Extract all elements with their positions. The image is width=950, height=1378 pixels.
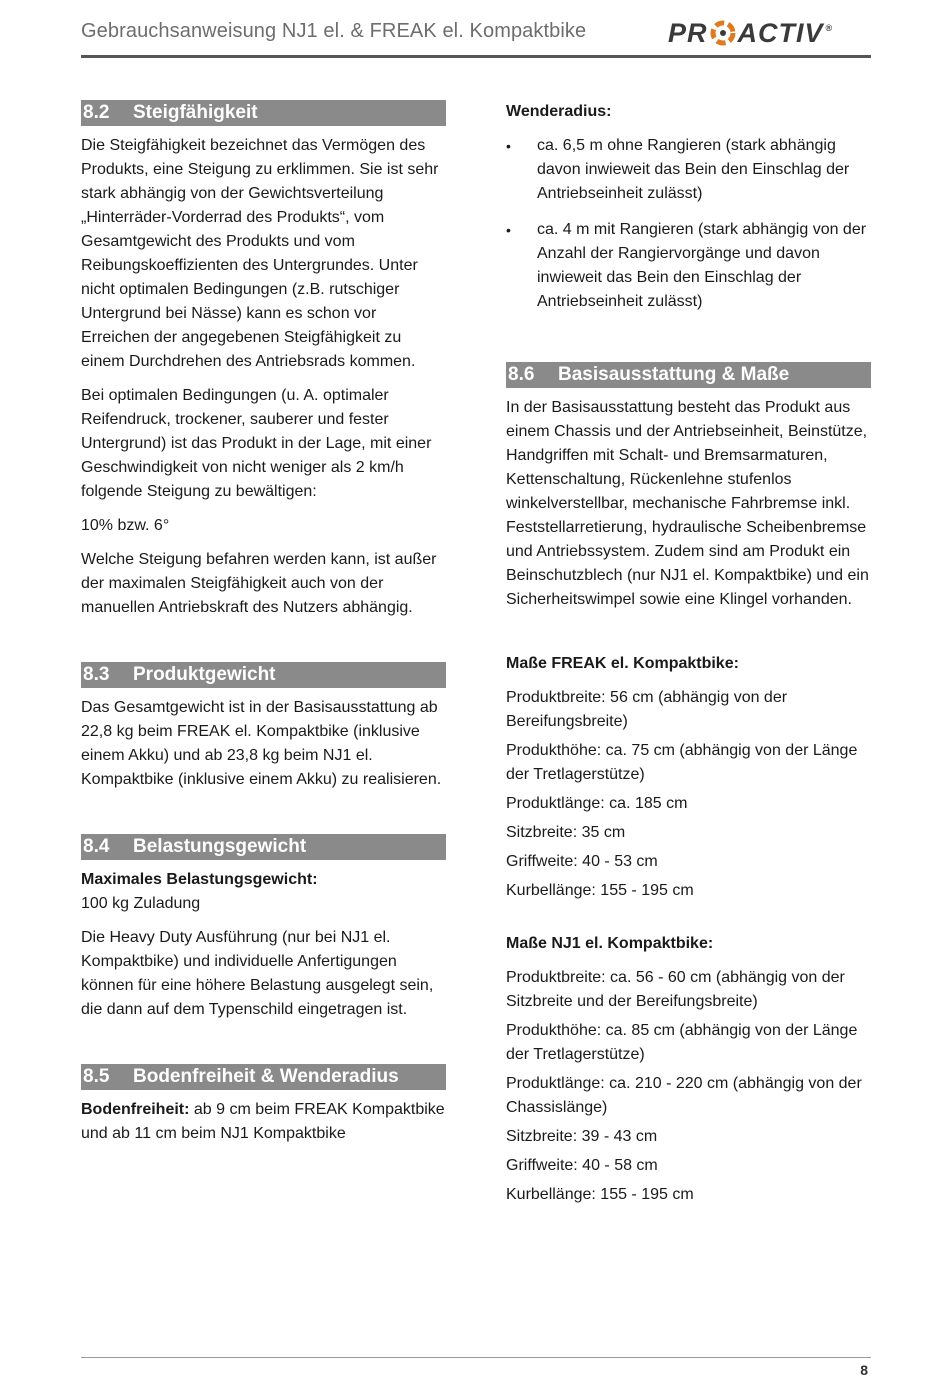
list-item: Kurbellänge: 155 - 195 cm xyxy=(506,882,694,899)
list-item: Kurbellänge: 155 - 195 cm xyxy=(506,1186,694,1203)
section-number: 8.3 xyxy=(83,664,110,685)
section-heading-8-3 xyxy=(81,662,446,688)
nj1-dimensions-label: Maße NJ1 el. Kompaktbike: xyxy=(506,935,714,952)
list-item: Produktlänge: ca. 210 - 220 cm (abhängig von der Chassislänge) xyxy=(506,1075,862,1116)
turning-radius-list xyxy=(506,134,871,314)
section-number: 8.4 xyxy=(83,836,110,857)
nj1-dimensions-list xyxy=(506,966,871,1207)
section-number: 8.6 xyxy=(508,364,535,385)
logo-registered-mark: ® xyxy=(825,23,834,33)
list-item: Produktbreite: ca. 56 - 60 cm (abhängig von der Sitzbreite und der Bereifungsbreite) xyxy=(506,969,845,1010)
section-title: Bodenfreiheit & Wenderadius xyxy=(133,1066,399,1087)
section-heading-8-2 xyxy=(81,100,446,126)
ground-clearance-label: Bodenfreiheit: xyxy=(81,1101,190,1118)
paragraph: Die Heavy Duty Ausführung (nur bei NJ1 el. Kompaktbike) und individuelle Anfertigungen können für eine höhere Belastung ausgelegt sein, die dann auf dem Typenschild eingetragen ist. xyxy=(81,929,434,1018)
right-column xyxy=(506,100,871,1212)
section-number: 8.2 xyxy=(83,102,110,123)
section-heading-8-4 xyxy=(81,834,446,860)
section-title: Steigfähigkeit xyxy=(133,102,258,123)
section-title: Basisausstattung & Maße xyxy=(558,364,790,385)
paragraph: Die Steigfähigkeit bezeichnet das Vermögen des Produkts, eine Steigung zu erklimmen. Sie ist sehr stark abhängig von der Gewichtsverteilung „Hinterräder-Vorderrad des Produkts“, vom Gesamtgewicht des Produkts und vom Reibungskoeffizienten des Untergrundes. Unter nicht optimalen Bedingungen (z.B. rutschiger Untergrund bei Nässe) kann es schon vor Erreichen der angegebenen Steigfähigkeit zu einem Durchdrehen des Antriebsrads kommen. xyxy=(81,137,439,370)
list-item: • ca. 4 m mit Rangieren (stark abhängig von der Anzahl der Rangiervorgänge und davon inwieweit das Bein den Einschlag der Antriebseinheit zulässt) xyxy=(506,218,871,314)
load-label: Maximales Belastungsgewicht: xyxy=(81,871,318,888)
logo-wheel-icon xyxy=(709,19,737,47)
header-divider xyxy=(81,55,871,58)
paragraph: Das Gesamtgewicht ist in der Basisausstattung ab 22,8 kg beim FREAK el. Kompaktbike (inklusive einem Akku) und ab 23,8 kg beim NJ1 el. Kompaktbike (inklusive einem Akku) zu realisieren. xyxy=(81,699,442,788)
list-item: Sitzbreite: 39 - 43 cm xyxy=(506,1128,658,1145)
list-item: • ca. 6,5 m ohne Rangieren (stark abhängig davon inwieweit das Bein den Einschlag der Antriebseinheit zulässt) xyxy=(506,134,871,206)
section-title: Produktgewicht xyxy=(133,664,276,685)
document-title: Gebrauchsanweisung NJ1 el. & FREAK el. Kompaktbike xyxy=(81,20,587,42)
section-heading-8-5 xyxy=(81,1064,446,1090)
section-title: Belastungsgewicht xyxy=(133,836,307,857)
load-value: 100 kg Zuladung xyxy=(81,895,201,912)
logo-text-right: ACTIV xyxy=(737,17,824,48)
list-item: Produkthöhe: ca. 75 cm (abhängig von der Länge der Tretlagerstütze) xyxy=(506,742,858,783)
freak-dimensions-list xyxy=(506,686,871,903)
paragraph: Welche Steigung befahren werden kann, ist außer der maximalen Steigfähigkeit auch von der manuellen Antriebskraft des Nutzers abhängig. xyxy=(81,551,437,616)
logo-text-left: PR xyxy=(668,17,708,48)
section-number: 8.5 xyxy=(83,1066,110,1087)
page-number: 8 xyxy=(860,1362,868,1378)
list-item: Sitzbreite: 35 cm xyxy=(506,824,626,841)
proactiv-logo xyxy=(668,18,868,48)
list-item: Produktlänge: ca. 185 cm xyxy=(506,795,688,812)
paragraph: 10% bzw. 6° xyxy=(81,517,170,534)
ground-clearance-text: ab 9 cm beim FREAK Kompaktbike und ab 11 cm beim NJ1 Kompaktbike xyxy=(81,1101,445,1142)
turning-radius-label: Wenderadius: xyxy=(506,103,612,120)
left-column xyxy=(81,100,446,1156)
list-item: Produktbreite: 56 cm (abhängig von der Bereifungsbreite) xyxy=(506,689,788,730)
paragraph: Bei optimalen Bedingungen (u. A. optimaler Reifendruck, trockener, sauberer und fester Untergrund) ist das Produkt in der Lage, mit einer Geschwindigkeit von nicht weniger als 2 km/h folgende Steigung zu bewältigen: xyxy=(81,387,432,500)
list-item: Griffweite: 40 - 58 cm xyxy=(506,1157,658,1174)
list-item: Produkthöhe: ca. 85 cm (abhängig von der Länge der Tretlagerstütze) xyxy=(506,1022,858,1063)
section-heading-8-6 xyxy=(506,362,871,388)
list-item: Griffweite: 40 - 53 cm xyxy=(506,853,658,870)
paragraph: In der Basisausstattung besteht das Produkt aus einem Chassis und der Antriebseinheit, Beinstütze, Handgriffen mit Schalt- und Bremsarmaturen, Kettenschaltung, Rückenlehne stufenlos winkelverstellbar, mechanische Fahrbremse inkl. Feststellarretierung, hydraulische Scheibenbremse und Antriebssystem. Zudem sind am Produkt ein Beinschutzblech (nur NJ1 el. Kompaktbike) und ein Sicherheitswimpel sowie eine Klingel vorhanden. xyxy=(506,399,869,608)
freak-dimensions-label: Maße FREAK el. Kompaktbike: xyxy=(506,655,739,672)
footer-divider xyxy=(81,1357,871,1358)
